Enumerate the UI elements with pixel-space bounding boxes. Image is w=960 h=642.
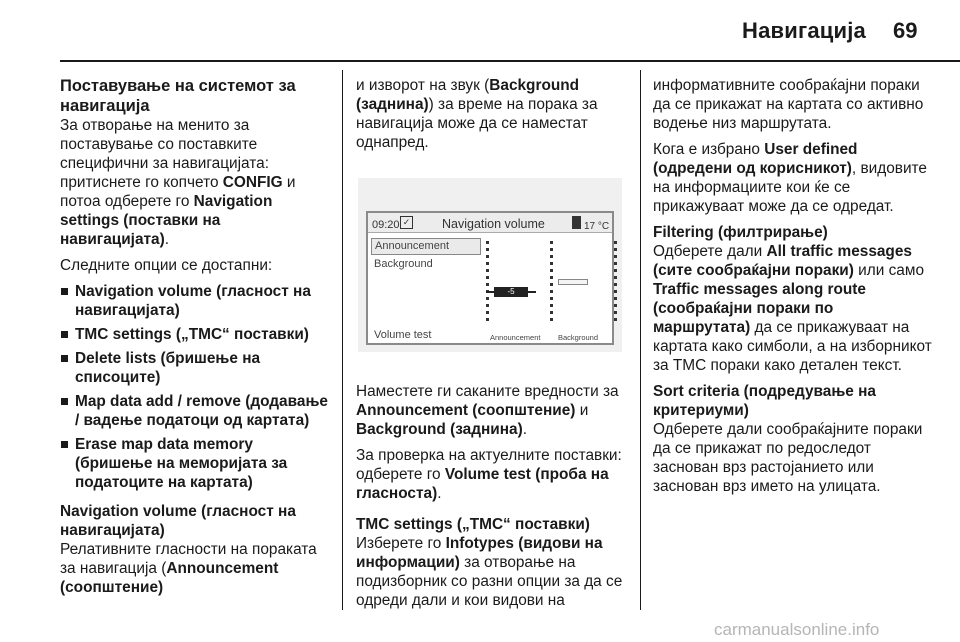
screen-menu bbox=[371, 238, 481, 276]
scale-dots bbox=[486, 241, 489, 321]
sub-heading: TMC settings („TMC“ поставки) bbox=[356, 516, 590, 533]
text: . bbox=[522, 421, 527, 438]
text: за отворање на подизборник со разни опции за да се одреди дали и кои видови на bbox=[356, 554, 623, 609]
page-header bbox=[0, 0, 960, 60]
caption-background: Background bbox=[558, 333, 599, 342]
menu-item-label: Navigation settings (поставки на навигацијата) bbox=[60, 193, 273, 248]
display-screen bbox=[366, 211, 614, 345]
header-rule bbox=[60, 60, 960, 62]
list-item: Erase map data memory (бришење на меморијата за податоците на картата) bbox=[60, 435, 328, 492]
text: или само bbox=[853, 262, 924, 279]
text: . bbox=[164, 231, 170, 248]
text: Изберете го bbox=[356, 535, 446, 552]
screen-status-bar bbox=[368, 213, 612, 233]
page-number: 69 bbox=[893, 18, 918, 43]
text: , видовите на информациите кои ќе се прикажуваат може да се одредат. bbox=[653, 160, 927, 215]
paragraph bbox=[356, 446, 628, 503]
scale-dots bbox=[550, 241, 553, 321]
background-slider-handle[interactable] bbox=[558, 279, 588, 285]
paragraph bbox=[653, 242, 933, 375]
sub-heading: Filtering (филтрирање) bbox=[653, 224, 828, 241]
intro-paragraph bbox=[60, 116, 328, 249]
announcement-slider-handle[interactable]: -5 bbox=[494, 287, 528, 297]
bold-term: All traffic messages (сите сообраќајни пораки) bbox=[653, 243, 912, 279]
menu-item-background[interactable]: Background bbox=[374, 258, 433, 270]
list-item: Map data add / remove (додавање / вадење податоци од картата) bbox=[60, 392, 328, 430]
phone-icon bbox=[572, 216, 581, 229]
bold-term: Volume test (проба на гласноста) bbox=[356, 466, 609, 502]
bold-term: Announcement (соопштение) bbox=[356, 402, 576, 419]
text: Релативните гласности на пораката за навигација ( bbox=[60, 541, 317, 577]
options-label: Следните опции се достапни: bbox=[60, 257, 273, 274]
text: Кога е избрано bbox=[653, 141, 765, 158]
screen-figure bbox=[358, 178, 622, 352]
text: За отворање на менито за поставување со поставките специфични за навигацијата: притиснете го копчето bbox=[60, 117, 269, 191]
section-heading: Поставување на системот за навигација bbox=[60, 77, 296, 115]
text: За проверка на актуелните поставки: одберете го bbox=[356, 447, 622, 483]
clock: 09:20 bbox=[372, 219, 400, 231]
caption-announcement: Announcement bbox=[490, 333, 541, 342]
bold-term: User defined (одредени од корисникот) bbox=[653, 141, 858, 177]
text: и потоа одберете го bbox=[60, 174, 296, 210]
sub-heading: Navigation volume (гласност на навигацијата) bbox=[60, 503, 296, 539]
paragraph: информативните сообраќајни пораки да се прикажат на картата со активно водење низ маршрутата. bbox=[653, 77, 924, 132]
column-right bbox=[653, 76, 933, 503]
header-title: Навигација bbox=[742, 18, 866, 43]
screen-title: Navigation volume bbox=[442, 217, 545, 231]
menu-item-volume-test[interactable]: Volume test bbox=[374, 329, 432, 341]
text: Наместете ги саканите вредности за bbox=[356, 383, 619, 400]
text: ) за време на порака за навигација може да се наместат однапред. bbox=[356, 96, 598, 151]
column-middle bbox=[356, 76, 628, 617]
bold-term: Announcement (соопштение) bbox=[60, 560, 279, 596]
bold-term: Background (заднина) bbox=[356, 77, 580, 113]
column-divider bbox=[640, 70, 641, 610]
column-divider bbox=[342, 70, 343, 610]
menu-item-announcement[interactable]: Announcement bbox=[371, 238, 481, 255]
text: . bbox=[437, 485, 442, 502]
config-button-label: CONFIG bbox=[222, 174, 283, 191]
list-item: Delete lists (бришење на списоците) bbox=[60, 349, 328, 387]
watermark: carmanualsonline.info bbox=[714, 620, 880, 639]
text: Одберете дали bbox=[653, 243, 767, 260]
sub-heading: Sort criteria (подредување на критериуми) bbox=[653, 383, 876, 419]
column-left bbox=[60, 76, 328, 604]
paragraph bbox=[653, 140, 933, 216]
temperature: 17 °C bbox=[584, 221, 610, 232]
text: и bbox=[575, 402, 589, 419]
list-item: TMC settings („TMC“ поставки) bbox=[60, 325, 328, 344]
bold-term: Infotypes (видови на информации) bbox=[356, 535, 603, 571]
paragraph bbox=[356, 382, 628, 439]
paragraph: Одберете дали сообраќајните пораки да се прикажат по редоследот заснован врз растојанието или заснован врз името на улицата. bbox=[653, 421, 923, 495]
bold-term: Traffic messages along route (сообраќајни пораки по маршрутата) bbox=[653, 281, 866, 336]
text: и изворот на звук ( bbox=[356, 77, 490, 94]
text: да се прикажуваат на картата како симболи, а на изборникот за TMC пораки како детален текст. bbox=[653, 319, 932, 374]
check-icon: ✓ bbox=[400, 216, 413, 229]
paragraph bbox=[356, 76, 628, 152]
bold-term: Background (заднина) bbox=[356, 421, 523, 438]
scale-dots bbox=[614, 241, 617, 321]
paragraph bbox=[356, 534, 628, 610]
list-item: Navigation volume (гласност на навигацијата) bbox=[60, 282, 328, 320]
options-list bbox=[60, 282, 328, 492]
paragraph bbox=[60, 540, 328, 597]
